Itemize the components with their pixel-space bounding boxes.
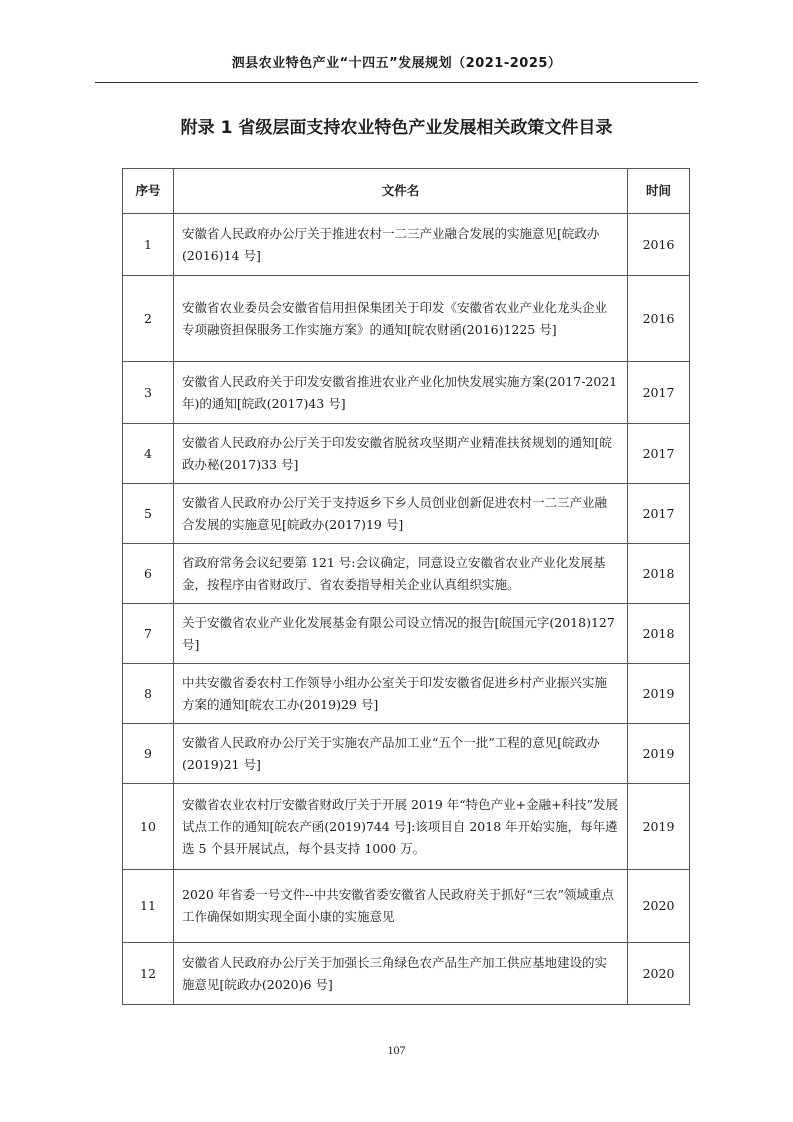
row-number: 4 [123, 424, 174, 484]
document-name: 安徽省人民政府办公厅关于印发安徽省脱贫攻坚期产业精准扶贫规划的通知[皖政办秘(2017)33 号] [174, 424, 628, 484]
document-year: 2019 [628, 664, 690, 724]
document-year: 2016 [628, 214, 690, 276]
page-number: 107 [387, 1043, 406, 1057]
document-name: 安徽省人民政府办公厅关于加强长三角绿色农产品生产加工供应基地建设的实施意见[皖政办(2020)6 号] [174, 943, 628, 1005]
document-name: 安徽省人民政府办公厅关于推进农村一二三产业融合发展的实施意见[皖政办(2016)14 号] [174, 214, 628, 276]
document-name: 关于安徽省农业产业化发展基金有限公司设立情况的报告[皖国元字(2018)127 号] [174, 604, 628, 664]
table-row [123, 544, 690, 604]
row-number: 10 [123, 784, 174, 870]
row-number: 3 [123, 362, 174, 424]
document-name: 安徽省人民政府办公厅关于实施农产品加工业“五个一批”工程的意见[皖政办(2019)21 号] [174, 724, 628, 784]
row-number: 1 [123, 214, 174, 276]
row-number: 7 [123, 604, 174, 664]
row-number: 5 [123, 484, 174, 544]
table-row [123, 664, 690, 724]
document-name: 安徽省农业农村厅安徽省财政厅关于开展 2019 年“特色产业+金融+科技”发展试点工作的通知[皖农产函(2019)744 号]:该项目自 2018 年开始实施，每年遴选 5 个县开展试点，每个县支持 1000 万。 [174, 784, 628, 870]
document-year: 2017 [628, 484, 690, 544]
document-name: 2020 年省委一号文件--中共安徽省委安徽省人民政府关于抓好“三农”领域重点工作确保如期实现全面小康的实施意见 [174, 870, 628, 943]
row-number: 12 [123, 943, 174, 1005]
table-row [123, 214, 690, 276]
table-row [123, 724, 690, 784]
table-header-row [123, 169, 690, 214]
document-year: 2018 [628, 604, 690, 664]
document-name: 安徽省农业委员会安徽省信用担保集团关于印发《安徽省农业产业化龙头企业专项融资担保服务工作实施方案》的通知[皖农财函(2016)1225 号] [174, 276, 628, 362]
document-name: 中共安徽省委农村工作领导小组办公室关于印发安徽省促进乡村产业振兴实施方案的通知[皖农工办(2019)29 号] [174, 664, 628, 724]
row-number: 8 [123, 664, 174, 724]
document-name: 省政府常务会议纪要第 121 号:会议确定，同意设立安徽省农业产业化发展基金，按程序由省财政厅、省农委指导相关企业认真组织实施。 [174, 544, 628, 604]
table-row [123, 604, 690, 664]
table-row [123, 362, 690, 424]
column-header-no: 序号 [123, 169, 174, 214]
document-year: 2017 [628, 424, 690, 484]
table-row [123, 276, 690, 362]
table-row [123, 943, 690, 1005]
document-year: 2019 [628, 784, 690, 870]
column-header-year: 时间 [628, 169, 690, 214]
document-year: 2020 [628, 870, 690, 943]
row-number: 6 [123, 544, 174, 604]
document-year: 2017 [628, 362, 690, 424]
document-year: 2016 [628, 276, 690, 362]
table-row [123, 784, 690, 870]
policy-table [122, 168, 690, 1005]
row-number: 2 [123, 276, 174, 362]
document-name: 安徽省人民政府办公厅关于支持返乡下乡人员创业创新促进农村一二三产业融合发展的实施意见[皖政办(2017)19 号] [174, 484, 628, 544]
running-header: 泗县农业特色产业“十四五”发展规划（2021-2025） [231, 56, 562, 71]
document-name: 安徽省人民政府关于印发安徽省推进农业产业化加快发展实施方案(2017-2021 年)的通知[皖政(2017)43 号] [174, 362, 628, 424]
table-row [123, 870, 690, 943]
document-year: 2018 [628, 544, 690, 604]
row-number: 11 [123, 870, 174, 943]
document-year: 2019 [628, 724, 690, 784]
document-year: 2020 [628, 943, 690, 1005]
page-title: 附录 1 省级层面支持农业特色产业发展相关政策文件目录 [180, 118, 613, 138]
column-header-name: 文件名 [174, 169, 628, 214]
header-rule [95, 82, 698, 83]
table-row [123, 484, 690, 544]
table-row [123, 424, 690, 484]
row-number: 9 [123, 724, 174, 784]
